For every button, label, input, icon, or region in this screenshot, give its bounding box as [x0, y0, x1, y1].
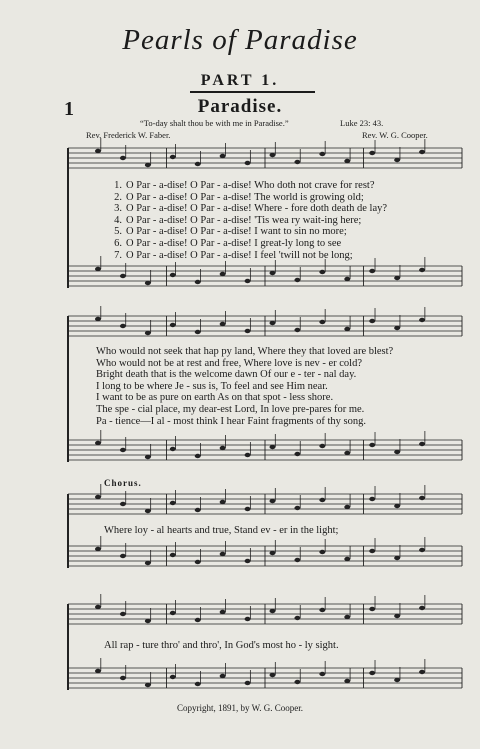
verse-line-7: [102, 250, 353, 261]
verse-number: 7.: [114, 249, 122, 261]
verse-line-5: [102, 226, 347, 237]
part-heading: PART 1.: [200, 72, 280, 89]
verse-number: 6.: [114, 238, 122, 249]
verse-text: O Par - a-dise! O Par - a-dise! I want to sin no more;: [126, 226, 347, 238]
bass-staff-2: [68, 430, 462, 460]
verse-number: 1.: [114, 180, 122, 191]
hymn-title: Paradise.: [197, 96, 283, 117]
verse-continuation-6: The spe - cial place, my dear-est Lord, In love pre-pares for me.: [96, 404, 365, 415]
verse-continuation-3: Bright death that is the welcome dawn Of our e - ter - nal day.: [96, 369, 357, 381]
verse-continuation-7: Pa - tience—I al - most think I hear Faint fragments of thy song.: [96, 415, 367, 427]
verse-line-3: [102, 203, 387, 214]
verse-text: O Par - a-dise! O Par - a-dise! I great-ly long to see: [126, 238, 342, 249]
book-title: Pearls of Paradise: [122, 24, 358, 56]
verse-text: O Par - a-dise! O Par - a-dise! Who doth not crave for rest?: [126, 180, 375, 191]
verse-number: 4.: [114, 214, 122, 226]
verse-text: O Par - a-dise! O Par - a-dise! I feel 'twill not be long;: [126, 249, 353, 261]
verse-continuation-5: I want to be as pure on earth As on that spot - less shore.: [96, 392, 334, 404]
copyright-notice: Copyright, 1891, by W. G. Cooper.: [176, 703, 303, 713]
verse-continuation-4: I long to be where Je - sus is, To feel and see Him near.: [96, 380, 328, 392]
verse-number: 2.: [114, 191, 122, 203]
verse-text: O Par - a-dise! O Par - a-dise! 'Tis wea ry wait-ing here;: [126, 214, 362, 226]
verse-text: O Par - a-dise! O Par - a-dise! The world is growing old;: [126, 191, 364, 203]
chorus-treble-staff-2: [68, 594, 462, 624]
verse-number: 3.: [114, 203, 122, 215]
scripture-quote: “To-day shalt thou be with me in Paradise.”: [140, 118, 289, 128]
chorus-treble-staff-1: [68, 484, 462, 514]
treble-staff-2: [68, 306, 462, 336]
chorus-bass-staff-1: [68, 536, 462, 566]
verse-line-4: [102, 215, 361, 226]
verse-number: 5.: [114, 226, 122, 238]
verse-line-6: [102, 238, 341, 249]
chorus-bass-staff-2: [68, 658, 462, 688]
verse-continuation-2: Who would not be at rest and free, Where love is nev - er cold?: [96, 357, 362, 369]
verse-line-2: [102, 192, 364, 203]
author-credit: Rev. Frederick W. Faber.: [86, 130, 171, 140]
hymn-number: 1: [64, 98, 74, 120]
treble-staff-1: [68, 138, 462, 168]
scripture-reference: Luke 23: 43.: [340, 118, 384, 128]
chorus-label: Chorus.: [104, 478, 142, 488]
chorus-lyric-line-2: All rap - ture thro' and thro', In God's most ho - ly sight.: [104, 640, 339, 651]
verse-line-1: [102, 180, 375, 191]
chorus-lyric-line-1: Where loy - al hearts and true, Stand ev - er in the light;: [104, 525, 339, 536]
verse-continuation-1: Who would not seek that hap py land, Where they that loved are blest?: [96, 346, 394, 357]
composer-credit: Rev. W. G. Cooper.: [362, 130, 428, 140]
verse-text: O Par - a-dise! O Par - a-dise! Where - fore doth death de lay?: [126, 203, 388, 215]
